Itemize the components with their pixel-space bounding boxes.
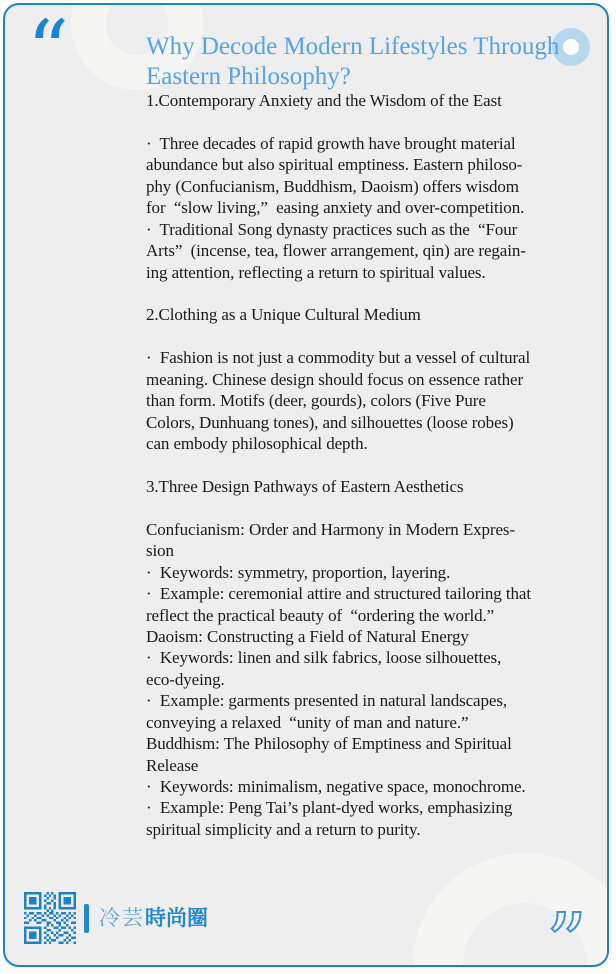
- text-line: Confucianism: Order and Harmony in Modern Expres-: [146, 519, 516, 539]
- text-line: · Fashion is not just a commodity but a vessel of cultural: [146, 348, 531, 368]
- text-line: Daoism: Constructing a Field of Natural Energy: [146, 626, 469, 646]
- title-line: Why Decode Modern Lifestyles Through: [146, 33, 560, 60]
- text-line: [146, 455, 586, 476]
- text-line: abundance but also spiritual emptiness. Eastern philoso-: [146, 155, 523, 175]
- title-line: Eastern Philosophy?: [146, 63, 351, 90]
- text-line: · Keywords: minimalism, negative space, monochrome.: [146, 777, 526, 796]
- text-line: 1.Contemporary Anxiety and the Wisdom of the East: [146, 91, 502, 110]
- text-line: meaning. Chinese design should focus on essence rather: [146, 369, 524, 389]
- text-line: · Keywords: linen and silk fabrics, loose silhouettes,: [146, 648, 502, 668]
- text-line: [146, 112, 586, 133]
- text-line: [146, 284, 586, 305]
- text-line: conveying a relaxed “unity of man and nature.”: [146, 712, 469, 732]
- page-title: [146, 32, 596, 92]
- text-line: · Three decades of rapid growth have brought material: [146, 133, 516, 153]
- text-line: than form. Motifs (deer, gourds), colors (Five Pure: [146, 391, 486, 411]
- text-line: sion: [146, 541, 174, 561]
- text-line: phy (Confucianism, Buddhism, Daoism) offers wisdom: [146, 176, 519, 196]
- brand-name-regular: 時尚圈: [145, 907, 208, 930]
- brand-separator-bar: [84, 904, 89, 933]
- close-quote-icon: ”: [546, 896, 587, 967]
- text-line: [146, 498, 586, 519]
- text-line: for “slow living,” easing anxiety and over-competition.: [146, 198, 525, 218]
- text-line: reflect the practical beauty of “ordering the world.”: [146, 605, 495, 625]
- text-line: 3.Three Design Pathways of Eastern Aesthetics: [146, 476, 464, 496]
- text-line: eco-dyeing.: [146, 669, 225, 689]
- qr-code: [24, 892, 76, 944]
- article-card: [3, 3, 609, 967]
- text-line: Buddhism: The Philosophy of Emptiness and Spiritual: [146, 734, 512, 754]
- open-quote-icon: “: [27, 4, 69, 99]
- text-line: · Keywords: symmetry, proportion, layering.: [146, 562, 451, 582]
- text-line: [146, 327, 586, 348]
- text-line: Colors, Dunhuang tones), and silhouettes (loose robes): [146, 412, 514, 432]
- brand-logo: [99, 904, 208, 933]
- text-line: · Example: garments presented in natural landscapes,: [146, 691, 508, 711]
- text-line: can embody philosophical depth.: [146, 434, 368, 453]
- text-line: Release: [146, 755, 199, 775]
- text-line: spiritual simplicity and a return to purity.: [146, 819, 421, 839]
- text-line: 2.Clothing as a Unique Cultural Medium: [146, 305, 421, 325]
- text-line: · Traditional Song dynasty practices such as the “Four: [146, 219, 518, 239]
- text-line: Arts” (incense, tea, flower arrangement, qin) are regain-: [146, 241, 526, 261]
- text-line: · Example: Peng Tai’s plant-dyed works, emphasizing: [146, 798, 513, 818]
- text-line: · Example: ceremonial attire and structured tailoring that: [146, 584, 531, 604]
- brand-name-stylized: 冷芸: [99, 907, 145, 930]
- body-text: [146, 91, 586, 841]
- text-line: ing attention, reflecting a return to spiritual values.: [146, 262, 486, 282]
